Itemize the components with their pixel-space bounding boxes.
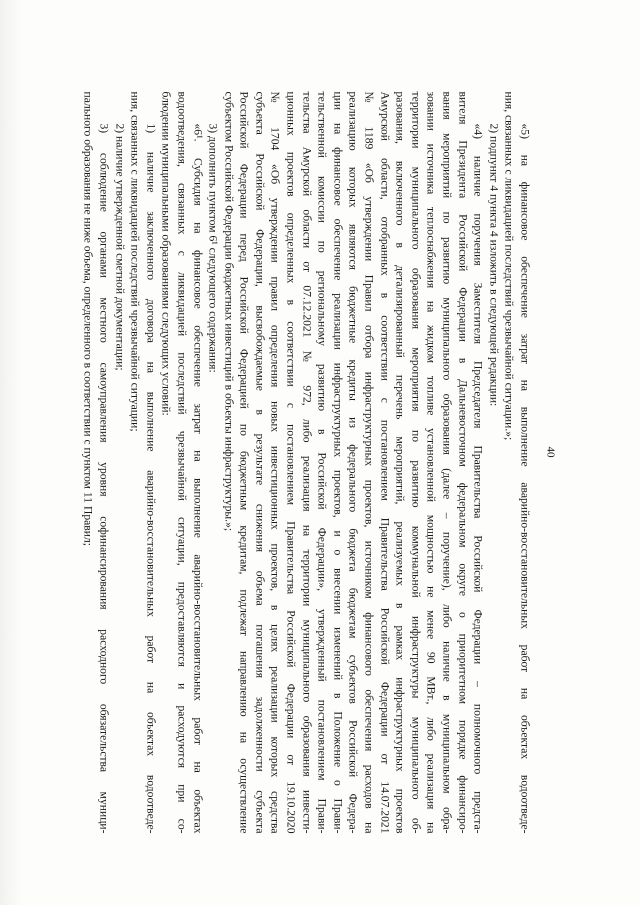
text-line: вания мероприятий по развитию муниципального образования (далее – поручение), либо наличие в муниципальном обра-	[440, 91, 454, 834]
text-line: Амурской области, отобранных в соответствии с постановлением Правительства Российской Федерации от 14.07.2021	[378, 91, 392, 834]
text-line: «6¹. Субсидия на финансовое обеспечение затрат на выполнение аварийно-восстановительных работ на объектах	[191, 123, 205, 834]
text-line: тельственной комиссии по региональному развитию в Российской Федерации», утвержденный постановлением Прави-	[315, 91, 329, 834]
text-line: «5) на финансовое обеспечение затрат на выполнение аварийно-восстановительных работ на объектах водоотведе-	[518, 123, 532, 834]
text-line: субъектом Российской Федерации бюджетных инвестиций в объекты инфраструктуры.»;	[222, 91, 236, 532]
text-line: 2) подпункт 4 пункта 4 изложить в следующей редакции:	[487, 123, 501, 407]
page-number: 40	[544, 446, 557, 458]
text-line: ния, связанных с ликвидацией последствий чрезвычайной ситуации.»;	[502, 91, 516, 441]
text-line: 3) дополнить пунктом 6¹ следующего содержания:	[206, 123, 220, 373]
text-line: ния, связанных с ликвидацией последствий чрезвычайной ситуации;	[128, 91, 142, 432]
text-line: ционных проектов определенных в соответствии с постановлением Правительства Российской Федерации от 19.10.2020	[284, 91, 298, 834]
text-line: субъекта Российской Федерации, высвобождаемые в результате снижения объема погашения задолженности субъекта	[253, 91, 267, 834]
text-line: 2) наличие утвержденной сметной документации;	[113, 123, 127, 371]
text-line: водоотведения, связанных с ликвидацией последствий чрезвычайной ситуации, предоставляются и расходуются при со-	[175, 91, 189, 834]
document-body	[80, 92, 532, 834]
text-line: ции на финансовое обеспечение реализации инфраструктурных проектов, и о внесении изменений в Положение о Прави-	[331, 91, 345, 834]
text-line: «4) наличие поручения Заместителя Председателя Правительства Российской Федерации – полномочного предста-	[471, 123, 485, 834]
text-line: пального образования не ниже объема, определенного в соответствии с пунктом 11 Правил;	[81, 91, 95, 546]
text-line: тельства Амурской области от 07.12.2021 № 972, либо реализация на территории муниципального образования инвести-	[300, 91, 314, 834]
text-line: 3) соблюдение органами местного самоуправления уровня софинансирования расходного обязательства муници-	[97, 123, 111, 834]
text-line: блюдении муниципальными образованиями следующих условий:	[159, 91, 173, 416]
text-line: территории муниципального образования мероприятия по развитию коммунальной инфраструктуры муниципального об-	[409, 91, 423, 834]
text-line: зовании источника теплоснабжения на жидком топливе установленной мощностью не менее 90 МВт., либо реализация на	[424, 91, 438, 834]
text-line: разования, включенного в детализированный перечень мероприятий, реализуемых в рамках инфраструктурных проектов	[393, 91, 407, 834]
text-line: реализацию которых являются бюджетные кредиты из федерального бюджета бюджетам субъектов Российской Федера-	[346, 91, 360, 834]
text-line: № 1189 «Об утверждении Правил отбора инфраструктурных проектов, источником финансового обеспечения расходов на	[362, 91, 376, 834]
text-line: вителя Президента Российской Федерации в Дальневосточном федеральном округе о приоритетном порядке финансиро-	[456, 91, 470, 834]
rotated-document-page	[1, 0, 640, 905]
text-line: Российской Федерации перед Российской Федерацией по бюджетным кредитам, подлежат направлению на осуществление	[237, 91, 251, 834]
text-line: № 1704 «Об утверждении правил определения новых инвестиционных проектов, в целях реализации которых средства	[269, 91, 282, 834]
text-line: 1) наличие заключенного договора на выполнение аварийно-восстановительных работ на объектах водоотведе-	[144, 123, 158, 834]
